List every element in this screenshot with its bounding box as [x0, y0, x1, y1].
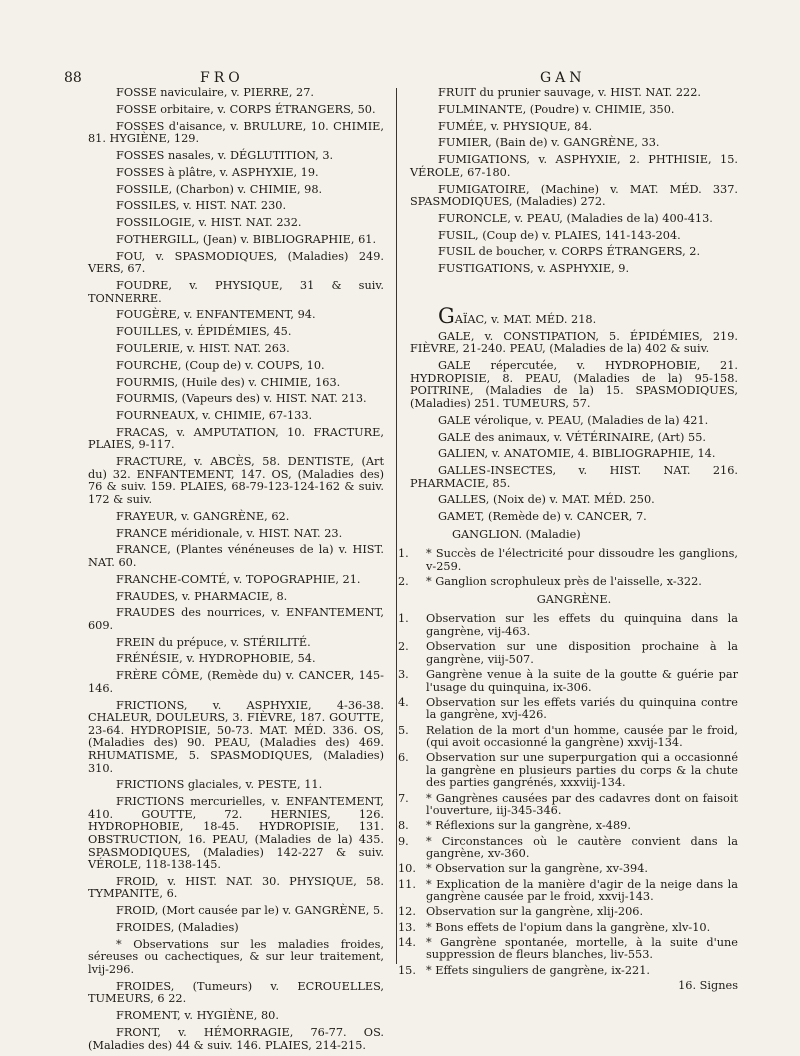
index-entry: FOSSILOGIE, v. HIST. NAT. 232. — [116, 216, 302, 230]
gangrene-item — [398, 935, 738, 962]
catchword: 16. Signes — [678, 978, 738, 992]
index-entry: GALLES-INSECTES, v. HIST. NAT. 216. PHARMACIE, 85. — [410, 464, 738, 490]
item-number: 11. — [398, 877, 416, 891]
gangrene-item — [398, 834, 738, 861]
gangrene-item — [398, 695, 738, 722]
gangrene-item — [398, 877, 738, 904]
index-entry: FOSSILE, (Charbon) v. CHIMIE, 98. — [116, 182, 323, 196]
entry-text: AÏAC, v. MAT. MÉD. 218. — [454, 313, 597, 326]
item-text: Relation de la mort d'un homme, causée par le froid, (qui avoit occasionné la gangrène) xxvij-134. — [426, 723, 738, 750]
index-entry: FRANCE, (Plantes vénéneuses de la) v. HIST. NAT. 60. — [88, 543, 384, 569]
item-text: * Gangrène spontanée, mortelle, à la suite d'une suppression de fleurs blanches, liv-553. — [426, 935, 738, 962]
index-entry: FOTHERGILL, (Jean) v. BIBLIOGRAPHIE, 61. — [116, 232, 377, 246]
index-entry: FUMIGATOIRE, (Machine) v. MAT. MÉD. 337. SPASMODIQUES, (Maladies) 272. — [410, 182, 738, 209]
index-entry: FRANCHE-COMTÉ, v. TOPOGRAPHIE, 21. — [116, 572, 361, 586]
item-number: 1. — [398, 547, 409, 561]
gangrene-item — [398, 723, 738, 750]
index-entry: FURONCLE, v. PEAU, (Maladies de la) 400-413. — [438, 211, 713, 225]
index-entry-gaiac — [398, 304, 738, 328]
section-initial: G — [438, 304, 455, 328]
index-entry: FRÈRE CÔME, (Remède du) v. CANCER, 145-146. — [88, 669, 384, 695]
item-text: * Gangrènes causées par des cadavres dont on faisoit l'ouverture, iij-345-346. — [426, 791, 738, 818]
item-number: 8. — [398, 819, 409, 833]
index-entry: FOSSE orbitaire, v. CORPS ÉTRANGERS, 50. — [116, 102, 376, 116]
item-text: * Observation sur la gangrène, xv-394. — [426, 862, 648, 876]
index-entry: FOUDRE, v. PHYSIQUE, 31 & suiv. TONNERRE. — [88, 279, 384, 305]
index-entry: GALE, v. CONSTIPATION, 5. ÉPIDÉMIES, 219. FIÈVRE, 21-240. PEAU, (Maladies de la) 402 & suiv. — [410, 329, 738, 356]
index-entry: FRICTIONS, v. ASPHYXIE, 4-36-38. CHALEUR, DOULEURS, 3. FIÈVRE, 187. GOUTTE, 23-64. HYDROPISIE, 50-73. MAT. MÉD. 336. OS, (Maladies des) 90. PEAU, (Maladies des) 469. RHUMATISME, 5. SPASMODIQUES, (Maladies) 310. — [88, 698, 384, 775]
item-text: * Réflexions sur la gangrène, x-489. — [426, 819, 631, 833]
item-number: 9. — [398, 834, 409, 848]
left-column — [88, 87, 384, 1056]
item-text: * Bons effets de l'opium dans la gangrène, xlv-10. — [426, 920, 711, 934]
index-entry: FRAYEUR, v. GANGRÈNE, 62. — [116, 509, 290, 523]
index-entry: GALIEN, v. ANATOMIE, 4. BIBLIOGRAPHIE, 14. — [438, 447, 716, 461]
index-entry: FRÉNÉSIE, v. HYDROPHOBIE, 54. — [116, 652, 316, 666]
item-number: 7. — [398, 791, 409, 805]
right-column — [398, 86, 738, 992]
running-head-left: FRO — [200, 70, 244, 86]
item-number: 13. — [398, 920, 416, 934]
gangrene-item — [398, 920, 738, 935]
page-number: 88 — [64, 70, 82, 86]
item-number: 15. — [398, 963, 416, 977]
index-entry: FOSSES à plâtre, v. ASPHYXIE, 19. — [116, 165, 319, 179]
index-entry: FRICTIONS mercurielles, v. ENFANTEMENT, 410. GOUTTE, 72. HERNIES, 126. HYDROPHOBIE, 18-45. HYDROPISIE, 131. OBSTRUCTION, 16. PEAU, (Maladies de la) 435. SPASMODIQUES, (Maladies) 142-227 & suiv. VÉROLE, 118-138-145. — [88, 795, 384, 872]
gangrene-item — [398, 819, 738, 833]
item-text: Observation sur les effets du quinquina dans la gangrène, vij-463. — [426, 612, 738, 638]
section-gap — [410, 280, 738, 310]
item-number: 3. — [398, 667, 409, 681]
item-text: * Effets singuliers de gangrène, ix-221. — [426, 963, 650, 977]
gangrene-item — [398, 905, 738, 919]
ganglion-heading: GANGLION. (Maladie) — [452, 527, 581, 541]
index-entry: FULMINANTE, (Poudre) v. CHIMIE, 350. — [438, 102, 675, 116]
index-entry: FRONT, v. HÉMORRAGIE, 76-77. OS. (Maladies des) 44 & suiv. 146. PLAIES, 214-215. — [88, 1025, 384, 1052]
item-text: * Ganglion scrophuleux près de l'aisselle, x-322. — [426, 575, 702, 589]
index-entry: FOURMIS, (Vapeurs des) v. HIST. NAT. 213. — [116, 392, 367, 406]
index-entry: FRAUDES des nourrices, v. ENFANTEMENT, 609. — [88, 606, 384, 632]
index-entry: FOU, v. SPASMODIQUES, (Maladies) 249. VERS, 67. — [88, 249, 384, 276]
ganglion-item — [398, 547, 738, 573]
index-entry: FROMENT, v. HYGIÈNE, 80. — [116, 1009, 279, 1023]
gangrene-item — [398, 791, 738, 818]
index-entry: FOSSES nasales, v. DÉGLUTITION, 3. — [116, 148, 334, 162]
index-entry: FROIDES, (Maladies) — [116, 921, 239, 935]
item-text: Observation sur une superpurgation qui a occasionné la gangrène en plusieurs parties du corps & la chute des parties gangrénés, xxxviij-134. — [426, 751, 738, 790]
index-entry: FROID, (Mort causée par le) v. GANGRÈNE, 5. — [116, 904, 384, 918]
index-entry: GALLES, (Noix de) v. MAT. MÉD. 250. — [438, 493, 655, 507]
item-number: 14. — [398, 935, 416, 949]
index-entry: FOURCHE, (Coup de) v. COUPS, 10. — [116, 358, 325, 372]
index-entry: FRUIT du prunier sauvage, v. HIST. NAT. 222. — [438, 86, 702, 99]
item-number: 10. — [398, 862, 416, 876]
gangrene-item — [398, 612, 738, 638]
item-number: 2. — [398, 575, 409, 589]
item-text: Gangrène venue à la suite de la goutte & guérie par l'usage du quinquina, ix-306. — [426, 667, 738, 694]
gangrene-item — [398, 963, 738, 978]
index-entry: FOULERIE, v. HIST. NAT. 263. — [116, 341, 290, 355]
gangrene-item — [398, 862, 738, 876]
index-entry: FRAUDES, v. PHARMACIE, 8. — [116, 589, 288, 603]
index-entry: FOSSES d'aisance, v. BRULURE, 10. CHIMIE, 81. HYGIÈNE, 129. — [88, 119, 384, 146]
item-text: * Succès de l'électricité pour dissoudre les ganglions, v-259. — [426, 547, 738, 573]
index-entry: FROID, v. HIST. NAT. 30. PHYSIQUE, 58. TYMPANITE, 6. — [88, 874, 384, 901]
column-divider — [396, 88, 397, 964]
item-number: 4. — [398, 695, 409, 709]
item-number: 1. — [398, 612, 409, 626]
index-entry: FOSSE naviculaire, v. PIERRE, 27. — [116, 86, 314, 99]
gangrene-item — [398, 640, 738, 666]
index-entry: FOURMIS, (Huile des) v. CHIMIE, 163. — [116, 375, 341, 389]
gangrene-item — [398, 751, 738, 790]
item-text: * Explication de la manière d'agir de la neige dans la gangrène causée par le froid, xxvij-143. — [426, 877, 738, 904]
index-entry: FOUILLES, v. ÉPIDÉMIES, 45. — [116, 325, 292, 339]
item-number: 5. — [398, 723, 409, 737]
item-number: 6. — [398, 751, 409, 765]
index-entry: * Observations sur les maladies froides, séreuses ou cachectiques, & sur leur traitement, lvij-296. — [88, 937, 384, 976]
ganglion-item — [398, 575, 738, 589]
item-number: 2. — [398, 640, 409, 654]
running-head-right: GAN — [540, 70, 586, 86]
index-entry: FRACTURE, v. ABCÈS, 58. DENTISTE, (Art du) 32. ENFANTEMENT, 147. OS, (Maladies des) 76 & suiv. 159. PLAIES, 68-79-123-124-162 & suiv. 172 & suiv. — [88, 455, 384, 506]
index-entry: FRICTIONS glaciales, v. PESTE, 11. — [116, 778, 323, 792]
index-entry: FOURNEAUX, v. CHIMIE, 67-133. — [116, 409, 313, 423]
index-entry: FUMIER, (Bain de) v. GANGRÈNE, 33. — [438, 136, 660, 150]
index-entry: FUMÉE, v. PHYSIQUE, 84. — [438, 119, 593, 133]
gangrene-item — [398, 667, 738, 694]
index-entry: FREIN du prépuce, v. STÉRILITÉ. — [116, 635, 311, 649]
index-entry: FOUGÈRE, v. ENFANTEMENT, 94. — [116, 308, 316, 322]
index-entry: FROIDES, (Tumeurs) v. ECROUELLES, TUMEURS, 6 22. — [88, 979, 384, 1006]
gangrene-heading: GANGRÈNE. — [536, 592, 612, 606]
item-text: Observation sur une disposition prochaine à la gangrène, viij-507. — [426, 640, 738, 666]
index-entry: FRANCE méridionale, v. HIST. NAT. 23. — [116, 526, 343, 540]
index-entry: FRACAS, v. AMPUTATION, 10. FRACTURE, PLAIES, 9-117. — [88, 425, 384, 452]
index-entry: FUMIGATIONS, v. ASPHYXIE, 2. PHTHISIE, 15. VÉROLE, 67-180. — [410, 153, 738, 179]
index-entry: FOSSILES, v. HIST. NAT. 230. — [116, 199, 287, 213]
item-text: * Circonstances où le cautère convient dans la gangrène, xv-360. — [426, 834, 738, 861]
item-text: Observation sur les effets variés du quinquina contre la gangrène, xvj-426. — [426, 695, 738, 722]
index-entry: FUSIL de boucher, v. CORPS ÉTRANGERS, 2. — [438, 245, 701, 259]
index-entry: FUSIL, (Coup de) v. PLAIES, 141-143-204. — [438, 228, 681, 242]
item-number: 12. — [398, 905, 416, 919]
item-text: Observation sur la gangrène, xlij-206. — [426, 905, 644, 919]
index-entry: GAMET, (Remède de) v. CANCER, 7. — [438, 510, 647, 524]
index-entry: GALE répercutée, v. HYDROPHOBIE, 21. HYDROPISIE, 8. PEAU, (Maladies de la) 95-158. POITRINE, (Maladies de la) 15. SPASMODIQUES, (Maladies) 251. TUMEURS, 57. — [410, 359, 738, 410]
index-entry: FUSTIGATIONS, v. ASPHYXIE, 9. — [438, 262, 630, 276]
index-entry: GALE vérolique, v. PEAU, (Maladies de la) 421. — [438, 413, 709, 427]
index-entry: GALE des animaux, v. VÉTÉRINAIRE, (Art) 55. — [438, 430, 707, 444]
